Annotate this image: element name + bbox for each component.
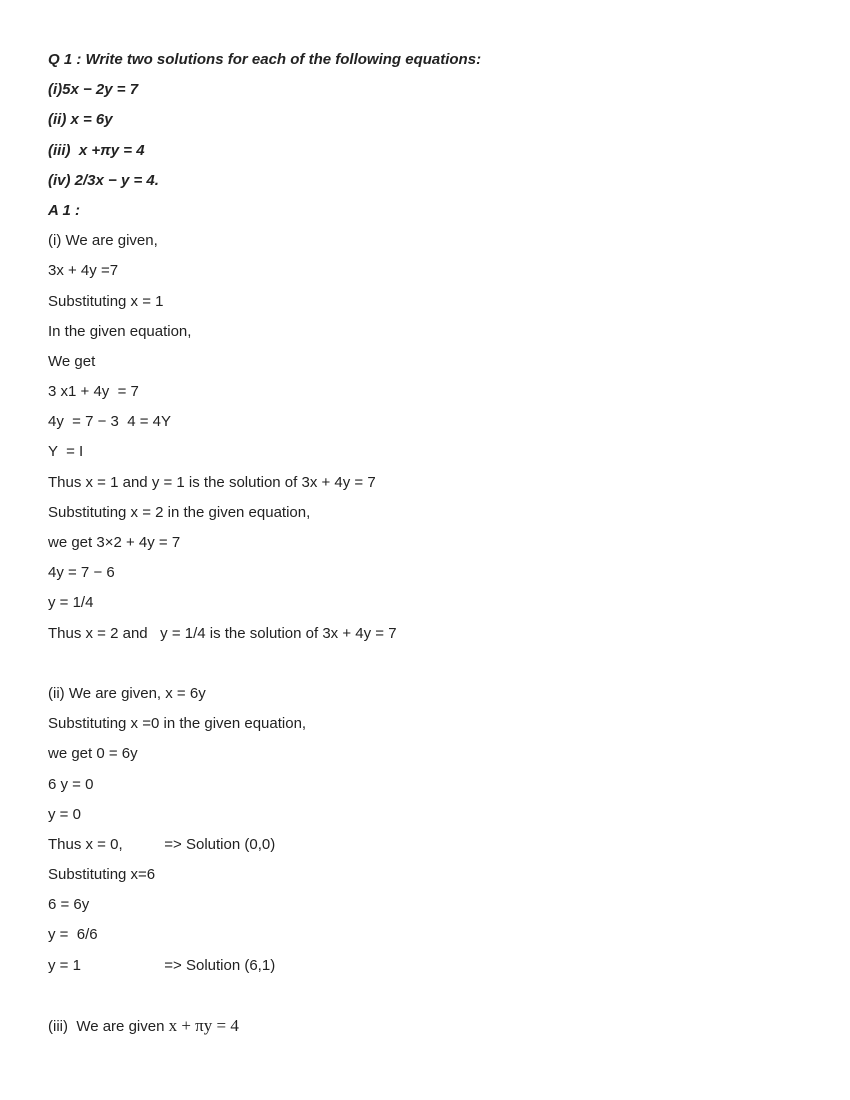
question-part-i: (i)5x − 2y = 7	[48, 81, 139, 99]
solution-line: y = 6/6	[48, 926, 98, 944]
answer-label: A 1 :	[48, 201, 80, 219]
solution-line: In the given equation,	[48, 322, 192, 340]
question-part-iii: (iii) x +πy = 4	[48, 141, 145, 159]
question-part-iv: (iv) 2/3x − y = 4.	[48, 171, 159, 189]
solution-line: 4y = 7 − 3 4 = 4Y	[48, 413, 172, 431]
solution-line: (ii) We are given, x = 6y	[48, 684, 206, 702]
solution-line: we get 3×2 + 4y = 7	[48, 534, 181, 551]
part-iii-equation: x + πy = 4	[168, 1016, 239, 1035]
solution-line: Y = I	[48, 443, 84, 461]
part-iii-intro: (iii) We are given	[48, 1018, 169, 1035]
solution-line: (i) We are given,	[48, 232, 158, 250]
solution-line: Thus x = 2 and y = 1/4 is the solution of 3x + 4y = 7	[48, 624, 397, 642]
solution-line: Substituting x = 1	[48, 292, 164, 310]
solution-line-part-iii	[48, 1011, 808, 1041]
solution-line: 6 = 6y	[48, 896, 90, 914]
solution-line: y = 1/4	[48, 594, 94, 612]
solution-line: Substituting x=6	[48, 866, 156, 884]
solution-line: Thus x = 1 and y = 1 is the solution of 3x + 4y = 7	[48, 473, 376, 491]
solution-line: 3x + 4y =7	[48, 262, 119, 280]
solution-line: we get 0 = 6y	[48, 745, 138, 763]
question-title: Q 1 : Write two solutions for each of the following equations:	[48, 51, 482, 68]
solution-line: y = 1 => Solution (6,1)	[48, 956, 276, 974]
solution-line: Substituting x = 2 in the given equation,	[48, 503, 311, 521]
solution-line: 3 x1 + 4y = 7	[48, 383, 139, 401]
solution-line: Substituting x =0 in the given equation,	[48, 715, 307, 733]
solution-line: 6 y = 0	[48, 775, 94, 793]
solution-line: We get	[48, 352, 96, 370]
solution-line: 4y = 7 − 6	[48, 564, 115, 582]
paragraph-spacer	[48, 981, 808, 1011]
question-part-ii: (ii) x = 6y	[48, 111, 113, 129]
paragraph-spacer	[48, 649, 808, 679]
document-page	[48, 45, 808, 1041]
solution-line: Thus x = 0, => Solution (0,0)	[48, 835, 276, 853]
solution-line: y = 0	[48, 805, 81, 823]
